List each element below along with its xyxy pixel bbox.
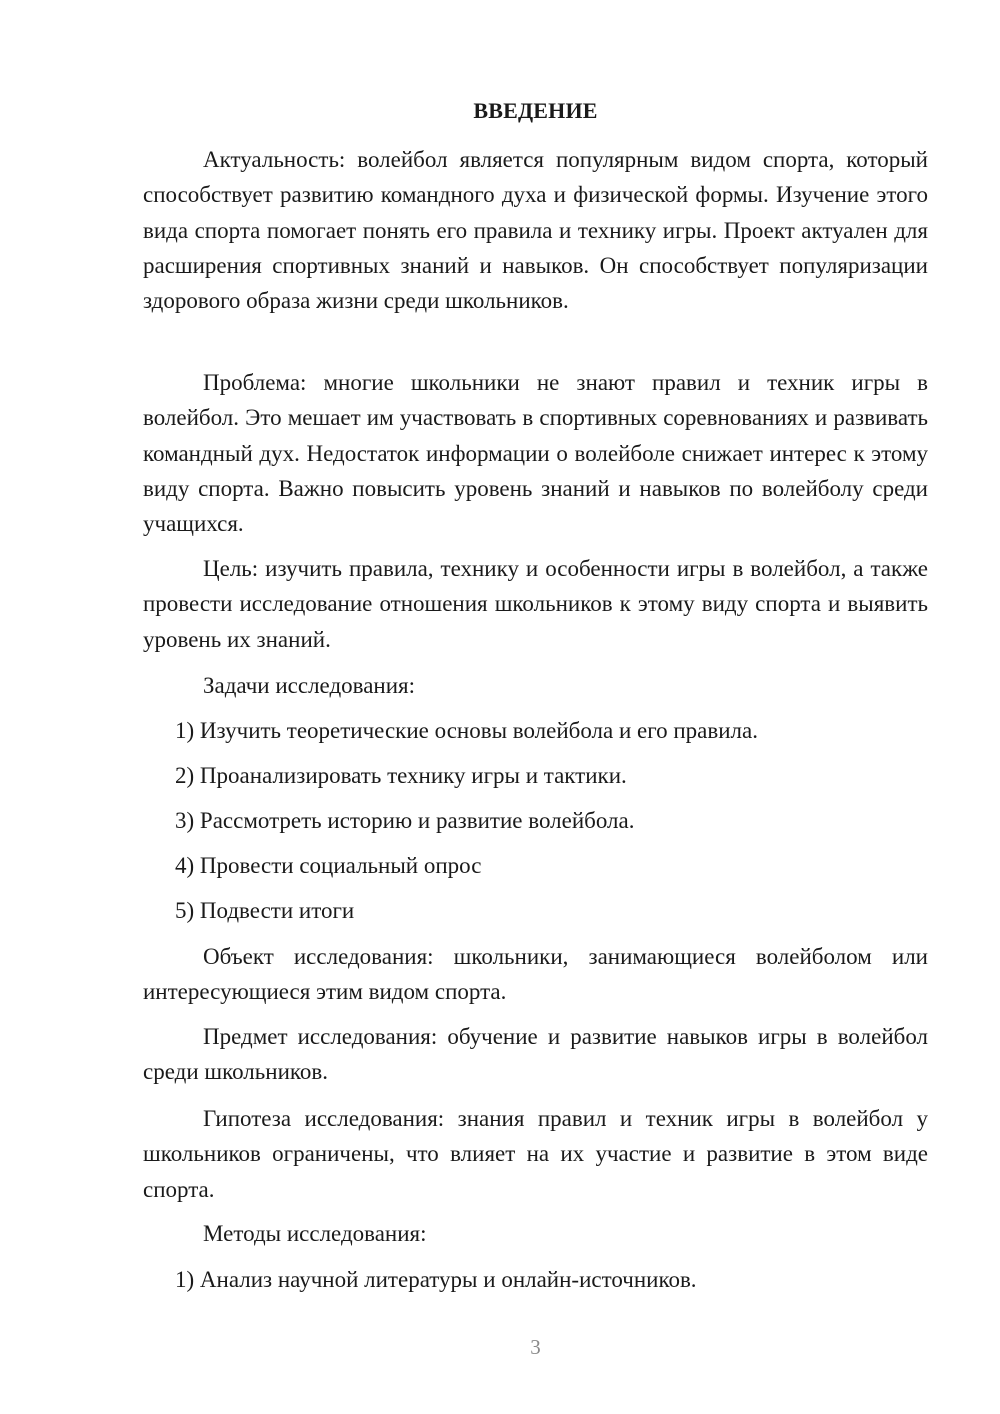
relevance-paragraph: Актуальность: волейбол является популярным видом спорта, который способствует развитию командного духа и физической формы. Изучение этого вида спорта помогает понять его правила и технику игры. Проект актуален для расширения спортивных знаний и навыков. Он способствует популяризации здорового образа жизни среди школьников. [143, 147, 928, 314]
hypothesis-paragraph: Гипотеза исследования: знания правил и техник игры в волейбол у школьников ограничены, что влияет на их участие и развитие в этом виде спорта. [143, 1106, 928, 1202]
document-page [143, 0, 928, 1414]
page-title: ВВЕДЕНИЕ [473, 98, 598, 123]
problem-paragraph: Проблема: многие школьники не знают правил и техник игры в волейбол. Это мешает им участвовать в спортивных соревнованиях и развивать командный дух. Недостаток информации о волейболе снижает интерес к этому виду спорта. Важно повысить уровень знаний и навыков по волейболу среди учащихся. [143, 370, 928, 537]
page-number: 3 [530, 1335, 541, 1359]
method-item: 1) Анализ научной литературы и онлайн-источников. [175, 1267, 697, 1292]
task-item: 3) Рассмотреть историю и развитие волейбола. [175, 808, 635, 833]
task-item: 5) Подвести итоги [175, 898, 355, 923]
methods-heading: Методы исследования: [203, 1221, 427, 1246]
goal-paragraph: Цель: изучить правила, технику и особенности игры в волейбол, а также провести исследование отношения школьников к этому виду спорта и выявить уровень их знаний. [143, 556, 928, 652]
task-item: 1) Изучить теоретические основы волейбола и его правила. [175, 718, 758, 743]
task-item: 4) Провести социальный опрос [175, 853, 482, 878]
subject-paragraph: Предмет исследования: обучение и развитие навыков игры в волейбол среди школьников. [143, 1024, 928, 1085]
tasks-heading: Задачи исследования: [203, 673, 416, 698]
object-paragraph: Объект исследования: школьники, занимающиеся волейболом или интересующиеся этим видом спорта. [143, 944, 928, 1005]
task-item: 2) Проанализировать технику игры и тактики. [175, 763, 627, 788]
